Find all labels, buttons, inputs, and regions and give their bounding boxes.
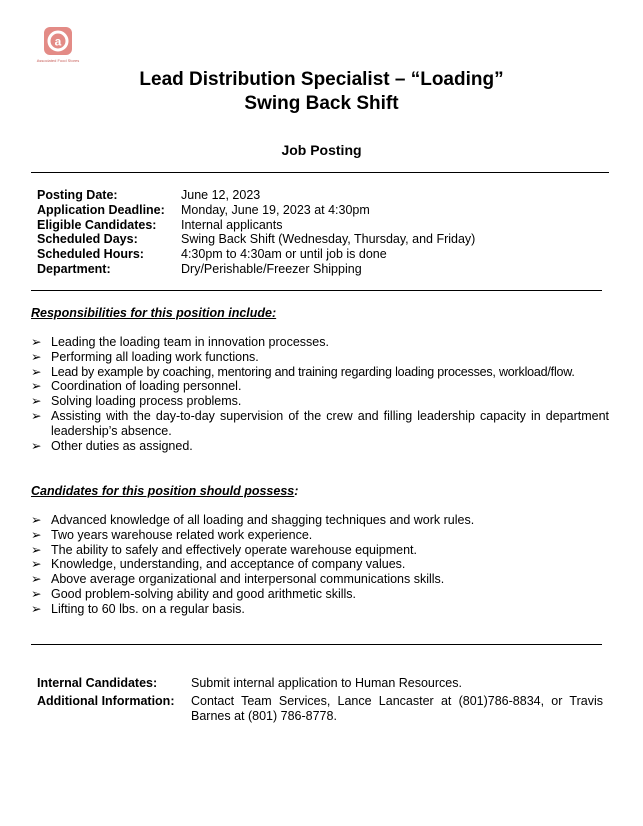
list-item: [31, 409, 609, 439]
logo-subtitle: Associated Food Stores: [36, 58, 80, 63]
list-item: [31, 394, 609, 409]
bullet-arrow-icon: ➢: [31, 572, 42, 587]
list-item: [31, 335, 609, 350]
divider-bottom: [31, 644, 602, 645]
list-item-text: Solving loading process problems.: [51, 394, 242, 409]
bullet-arrow-icon: ➢: [31, 364, 42, 379]
contact-label: Internal Candidates:: [37, 676, 158, 690]
list-item: [31, 557, 609, 572]
bullet-arrow-icon: ➢: [31, 379, 42, 394]
detail-value: Dry/Perishable/Freezer Shipping: [181, 261, 362, 276]
list-item-text: Two years warehouse related work experience.: [51, 527, 313, 542]
detail-value: 4:30pm to 4:30am or until job is done: [181, 247, 387, 262]
detail-value: Internal applicants: [181, 217, 283, 232]
bullet-arrow-icon: ➢: [31, 335, 42, 349]
bullet-arrow-icon: ➢: [31, 408, 42, 423]
detail-row: [37, 203, 475, 218]
responsibilities-heading: [31, 306, 276, 320]
list-item: [31, 379, 609, 394]
list-item-text: Advanced knowledge of all loading and shagging techniques and work rules.: [51, 513, 475, 527]
page-title-line1: Lead Distribution Specialist – “Loading”: [139, 69, 504, 90]
contact-text: Contact Team Services, Lance Lancaster at (801)786-8834, or Travis Barnes at (801) 786-8778.: [191, 694, 603, 723]
list-item-text: Lifting to 60 lbs. on a regular basis.: [51, 601, 245, 616]
bullet-arrow-icon: ➢: [31, 394, 42, 409]
qualifications-list: [31, 513, 609, 617]
detail-row: [37, 188, 475, 203]
qualifications-heading: [31, 484, 298, 498]
list-item: [31, 587, 609, 602]
detail-label: Eligible Candidates:: [37, 217, 157, 232]
list-item: [31, 572, 609, 587]
list-item-text: Knowledge, understanding, and acceptance of company values.: [51, 557, 406, 572]
detail-label: Application Deadline:: [37, 202, 165, 217]
list-item-text: Coordination of loading personnel.: [51, 379, 242, 394]
list-item-text: The ability to safely and effectively operate warehouse equipment.: [51, 542, 417, 557]
list-item: [31, 365, 609, 380]
bullet-arrow-icon: ➢: [31, 513, 42, 527]
detail-value: Monday, June 19, 2023 at 4:30pm: [181, 202, 370, 217]
qualifications-heading-colon: :: [294, 484, 299, 498]
detail-label: Scheduled Hours:: [37, 247, 144, 262]
detail-label: Department:: [37, 261, 111, 276]
list-item: [31, 350, 609, 365]
logo-letter-icon: [46, 29, 70, 53]
detail-value: Swing Back Shift (Wednesday, Thursday, and Friday): [181, 232, 476, 247]
contact-label: Additional Information:: [37, 694, 175, 708]
bullet-arrow-icon: ➢: [31, 438, 42, 453]
divider-details: [31, 290, 602, 291]
posting-details: [37, 188, 475, 277]
detail-label: Posting Date:: [37, 188, 118, 202]
list-item-text: Leading the loading team in innovation processes.: [51, 335, 329, 349]
divider-top: [31, 172, 609, 173]
list-item-text: Lead by example by coaching, mentoring and training regarding loading processes, workload/flow.: [51, 364, 575, 379]
company-logo: [30, 27, 86, 63]
logo-badge: [44, 27, 72, 55]
list-item: [31, 543, 609, 558]
page-title-line2: Swing Back Shift: [244, 93, 399, 114]
qualifications-heading-text: Candidates for this position should possess: [31, 484, 295, 498]
bullet-arrow-icon: ➢: [31, 527, 42, 542]
bullet-arrow-icon: ➢: [31, 349, 42, 364]
responsibilities-list: [31, 335, 609, 453]
list-item: [31, 439, 609, 454]
list-item: [31, 513, 609, 528]
detail-value: June 12, 2023: [181, 188, 261, 202]
list-item: [31, 528, 609, 543]
detail-row: [37, 218, 475, 233]
page-subtitle: Job Posting: [281, 142, 362, 158]
list-item-text: Good problem-solving ability and good arithmetic skills.: [51, 586, 357, 601]
list-item-text: Assisting with the day-to-day supervision of the crew and filling leadership capacity in department leadership’s absence.: [51, 408, 609, 438]
bullet-arrow-icon: ➢: [31, 557, 42, 572]
contact-text: Submit internal application to Human Resources.: [191, 676, 462, 690]
list-item-text: Above average organizational and interpersonal communications skills.: [51, 572, 445, 587]
list-item-text: Performing all loading work functions.: [51, 349, 259, 364]
detail-row: [37, 232, 475, 247]
bullet-arrow-icon: ➢: [31, 586, 42, 601]
svg-text:a: a: [54, 34, 62, 49]
detail-row: [37, 262, 475, 277]
list-item: [31, 602, 609, 617]
detail-label: Scheduled Days:: [37, 232, 138, 247]
responsibilities-heading-text: Responsibilities for this position include:: [31, 306, 277, 320]
detail-row: [37, 247, 475, 262]
bullet-arrow-icon: ➢: [31, 542, 42, 557]
list-item-text: Other duties as assigned.: [51, 438, 193, 453]
bullet-arrow-icon: ➢: [31, 601, 42, 616]
